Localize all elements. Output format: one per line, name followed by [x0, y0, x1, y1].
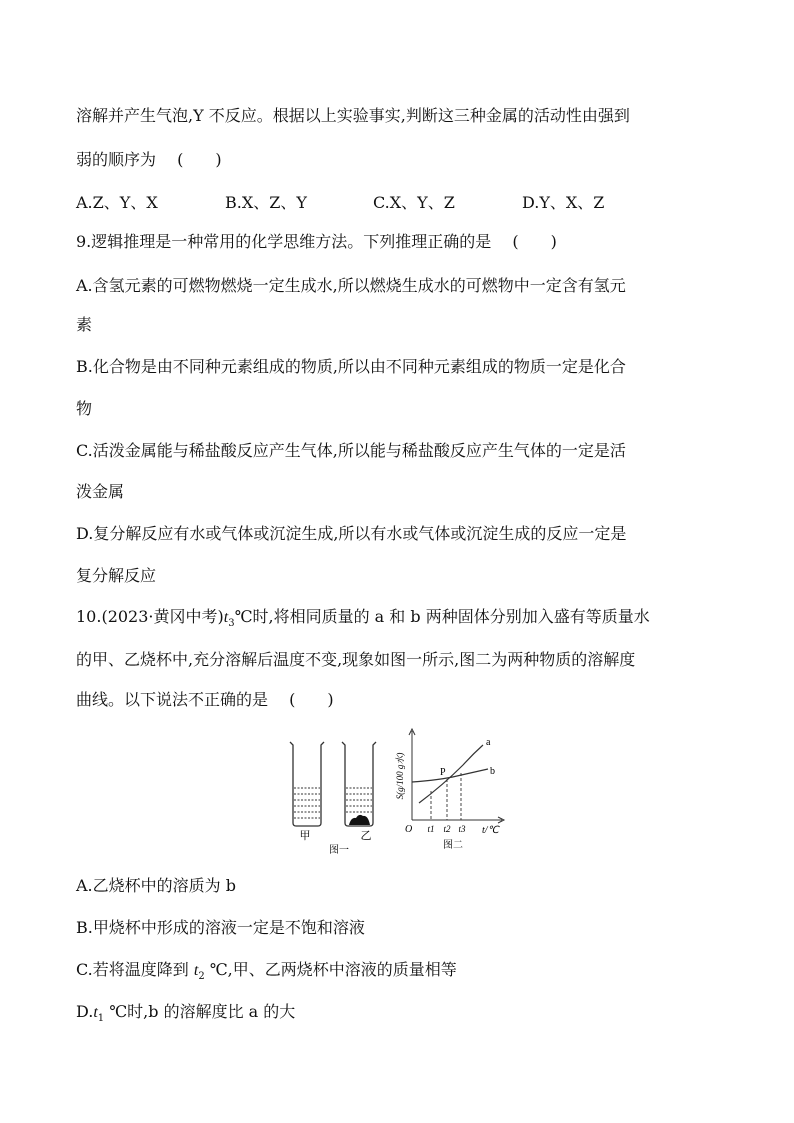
q8-option-b: B.X、Z、Y: [225, 193, 307, 212]
q10-option-c: [76, 960, 457, 987]
curve-a: [419, 745, 483, 803]
q9-option-c-line-2: 泼金属: [76, 482, 125, 501]
q9-option-a-line-2: 素: [76, 315, 93, 334]
origin-label: O: [405, 824, 413, 835]
beaker-yi-label: 乙: [360, 829, 372, 842]
q9-stem: 9.逻辑推理是一种常用的化学思维方法。下列推理正确的是 ( ): [76, 232, 557, 251]
beaker-jia-label: 甲: [299, 829, 311, 842]
q9-option-d-line-2: 复分解反应: [76, 566, 157, 585]
figure-one-caption: 图一: [329, 845, 349, 856]
undissolved-solid: [349, 815, 370, 825]
tick-t3: t3: [458, 824, 466, 834]
q10-option-a: A.乙烧杯中的溶质为 b: [76, 876, 236, 895]
q10-option-c-var: t: [193, 962, 199, 979]
tick-t2: t2: [443, 824, 451, 834]
beaker-yi: [342, 742, 376, 826]
q9-option-b-line-1: B.化合物是由不同种元素组成的物质,所以由不同种元素组成的物质一定是化合: [76, 357, 626, 376]
q9-option-a-line-1: A.含氢元素的可燃物燃烧一定生成水,所以燃烧生成水的可燃物中一定含有氢元: [76, 276, 626, 295]
beaker-jia: [290, 742, 324, 826]
q10-option-c-sub: 2: [198, 971, 205, 983]
q10-option-c-post: ℃,甲、乙两烧杯中溶液的质量相等: [209, 960, 457, 979]
q8-option-d: D.Y、X、Z: [522, 193, 605, 212]
q10-stem-line-1: [76, 607, 650, 634]
q10-temp-var: t: [223, 609, 229, 626]
q9-option-c-line-1: C.活泼金属能与稀盐酸反应产生气体,所以能与稀盐酸反应产生气体的一定是活: [76, 441, 626, 460]
q8-line-2: 弱的顺序为 ( ): [76, 150, 222, 169]
figure-two: [395, 729, 504, 851]
q9-option-b-line-2: 物: [76, 399, 93, 418]
q10-option-d-sub: 1: [97, 1013, 105, 1025]
curve-b: [412, 769, 488, 782]
q10-option-d: [76, 1002, 295, 1029]
q8-option-a: A.Z、Y、X: [76, 193, 158, 212]
q8-option-c: C.X、Y、Z: [373, 193, 455, 212]
q8-line-1: 溶解并产生气泡,Y 不反应。根据以上实验事实,判断这三种金属的活动性由强到: [76, 106, 630, 125]
q9-option-d-line-1: D.复分解反应有水或气体或沉淀生成,所以有水或气体或沉淀生成的反应一定是: [76, 524, 627, 543]
figure-two-caption: 图二: [443, 840, 463, 851]
q10-source: 10.(2023·黄冈中考): [76, 607, 224, 626]
curve-b-label: b: [490, 766, 495, 777]
q10-option-d-var: t: [93, 1004, 98, 1021]
q10-figure-svg: [285, 726, 515, 856]
curve-a-label: a: [486, 737, 491, 748]
q10-temp-sub: 3: [228, 618, 235, 630]
x-axis-label: t/℃: [482, 825, 499, 836]
q10-option-b: B.甲烧杯中形成的溶液一定是不饱和溶液: [76, 918, 365, 937]
q10-stem-line-3: 曲线。以下说法不正确的是 ( ): [76, 690, 334, 709]
tick-t1: t1: [427, 824, 435, 834]
q10-option-d-pre: D.: [76, 1002, 94, 1021]
q10-option-c-pre: C.若将温度降到: [76, 960, 189, 979]
q10-option-d-post: ℃时,b 的溶解度比 a 的大: [109, 1002, 296, 1021]
q10-figure: [285, 726, 515, 856]
figure-one: [290, 742, 376, 856]
q10-stem-line-2: 的甲、乙烧杯中,充分溶解后温度不变,现象如图一所示,图二为两种物质的溶解度: [76, 650, 636, 669]
q10-stem-rest: ℃时,将相同质量的 a 和 b 两种固体分别加入盛有等质量水: [234, 607, 650, 626]
point-p-label: P: [440, 767, 446, 778]
y-axis-label: S(g/100 g水): [395, 752, 405, 800]
